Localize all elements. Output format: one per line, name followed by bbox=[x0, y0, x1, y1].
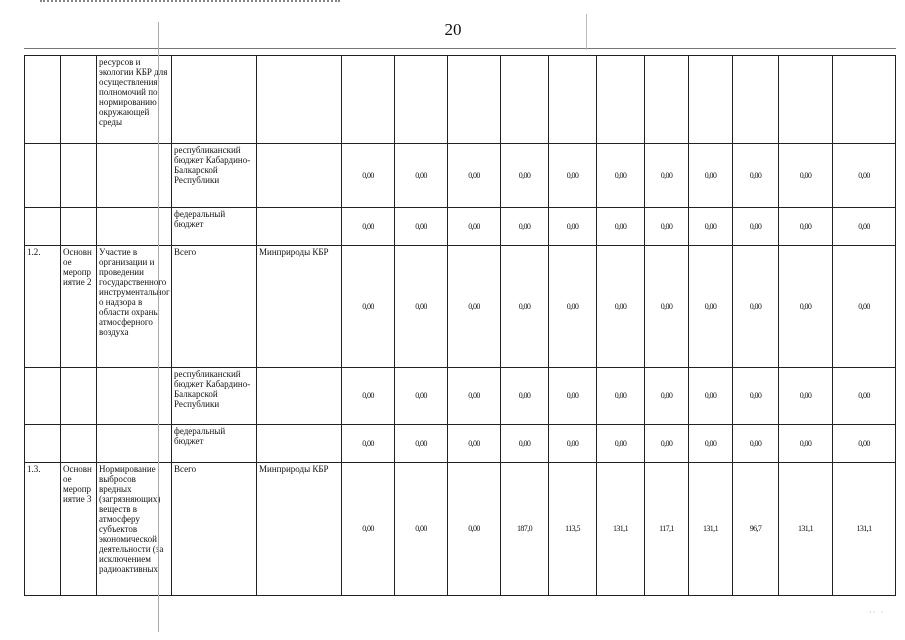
row-funding-source: федеральный бюджет bbox=[172, 425, 257, 463]
scan-artifact-line bbox=[586, 14, 587, 50]
row-value: 131,1 bbox=[833, 463, 896, 596]
row-value bbox=[645, 56, 689, 144]
table-row bbox=[25, 425, 896, 463]
row-value: 0,00 bbox=[395, 463, 448, 596]
row-value bbox=[597, 56, 645, 144]
row-value: 0,00 bbox=[689, 368, 733, 425]
row-value bbox=[689, 56, 733, 144]
row-value: 0,00 bbox=[597, 368, 645, 425]
row-value: 0,00 bbox=[597, 425, 645, 463]
row-code: 1.3. bbox=[25, 463, 61, 596]
row-code bbox=[25, 208, 61, 246]
row-value: 131,1 bbox=[597, 463, 645, 596]
table-row bbox=[25, 208, 896, 246]
row-value: 0,00 bbox=[689, 208, 733, 246]
row-value: 187,0 bbox=[501, 463, 549, 596]
row-value: 0,00 bbox=[779, 368, 833, 425]
row-value: 0,00 bbox=[779, 144, 833, 208]
row-value: 96,7 bbox=[733, 463, 779, 596]
page-number: 20 bbox=[444, 20, 462, 39]
row-value: 0,00 bbox=[395, 208, 448, 246]
row-value: 0,00 bbox=[549, 368, 597, 425]
row-value: 0,00 bbox=[448, 208, 501, 246]
row-funding-source: республиканский бюджет Кабардино-Балкарской Республики bbox=[172, 144, 257, 208]
row-value: 113,5 bbox=[549, 463, 597, 596]
row-value: 0,00 bbox=[395, 368, 448, 425]
row-value: 0,00 bbox=[645, 246, 689, 368]
row-funding-source: федеральный бюджет bbox=[172, 208, 257, 246]
row-value: 0,00 bbox=[833, 425, 896, 463]
row-value: 0,00 bbox=[597, 246, 645, 368]
row-funding-source: Всего bbox=[172, 463, 257, 596]
scan-artifact-line bbox=[158, 22, 159, 632]
row-value bbox=[549, 56, 597, 144]
row-value: 0,00 bbox=[342, 246, 395, 368]
row-value: 0,00 bbox=[501, 246, 549, 368]
row-description bbox=[97, 208, 172, 246]
row-title: Основное мероприятие 2 bbox=[61, 246, 97, 368]
row-executor: Минприроды КБР bbox=[257, 463, 342, 596]
row-value bbox=[779, 56, 833, 144]
row-value: 0,00 bbox=[395, 144, 448, 208]
row-code bbox=[25, 56, 61, 144]
row-description: Нормирование выбросов вредных (загрязняющих) веществ в атмосферу субъектов экономической деятельности (за исключением радиоактивных bbox=[97, 463, 172, 596]
scan-top-marks bbox=[40, 0, 340, 8]
row-value: 0,00 bbox=[597, 144, 645, 208]
row-value: 0,00 bbox=[342, 425, 395, 463]
row-value: 117,1 bbox=[645, 463, 689, 596]
table-row bbox=[25, 463, 896, 596]
table-row bbox=[25, 368, 896, 425]
row-value: 0,00 bbox=[549, 144, 597, 208]
row-value: 0,00 bbox=[549, 425, 597, 463]
row-value: 0,00 bbox=[689, 425, 733, 463]
row-value: 0,00 bbox=[342, 144, 395, 208]
row-title bbox=[61, 425, 97, 463]
row-value: 0,00 bbox=[501, 425, 549, 463]
header-rule bbox=[24, 48, 896, 49]
table-row bbox=[25, 246, 896, 368]
row-funding-source: Всего bbox=[172, 246, 257, 368]
row-value: 0,00 bbox=[395, 246, 448, 368]
row-description bbox=[97, 368, 172, 425]
row-executor: Минприроды КБР bbox=[257, 246, 342, 368]
row-executor bbox=[257, 56, 342, 144]
row-value: 0,00 bbox=[448, 246, 501, 368]
row-value: 0,00 bbox=[342, 463, 395, 596]
row-executor bbox=[257, 144, 342, 208]
row-value: 0,00 bbox=[448, 144, 501, 208]
row-value: 0,00 bbox=[645, 425, 689, 463]
scan-specks: · · · bbox=[869, 610, 883, 616]
table-row bbox=[25, 56, 896, 144]
row-description: ресурсов и экологии КБР для осуществления полномочий по нормированию окружающей среды bbox=[97, 56, 172, 144]
row-code bbox=[25, 368, 61, 425]
row-executor bbox=[257, 425, 342, 463]
table-body bbox=[25, 56, 896, 596]
row-value: 0,00 bbox=[448, 425, 501, 463]
row-value: 131,1 bbox=[689, 463, 733, 596]
row-value: 0,00 bbox=[448, 463, 501, 596]
row-value: 0,00 bbox=[779, 246, 833, 368]
row-executor bbox=[257, 208, 342, 246]
row-value: 0,00 bbox=[733, 425, 779, 463]
row-description bbox=[97, 144, 172, 208]
row-code: 1.2. bbox=[25, 246, 61, 368]
row-value: 0,00 bbox=[689, 144, 733, 208]
row-value: 0,00 bbox=[448, 368, 501, 425]
row-value: 0,00 bbox=[549, 246, 597, 368]
row-value bbox=[501, 56, 549, 144]
row-value: 131,1 bbox=[779, 463, 833, 596]
row-description: Участие в организации и проведении государственного инструментального надзора в области охраны атмосферного воздуха bbox=[97, 246, 172, 368]
row-value: 0,00 bbox=[395, 425, 448, 463]
row-value: 0,00 bbox=[597, 208, 645, 246]
row-title bbox=[61, 368, 97, 425]
row-value: 0,00 bbox=[833, 208, 896, 246]
row-value: 0,00 bbox=[501, 368, 549, 425]
row-value: 0,00 bbox=[342, 208, 395, 246]
row-value: 0,00 bbox=[833, 368, 896, 425]
row-description bbox=[97, 425, 172, 463]
row-value: 0,00 bbox=[645, 144, 689, 208]
row-funding-source: республиканский бюджет Кабардино-Балкарской Республики bbox=[172, 368, 257, 425]
row-value bbox=[342, 56, 395, 144]
row-value: 0,00 bbox=[549, 208, 597, 246]
row-code bbox=[25, 425, 61, 463]
row-value bbox=[733, 56, 779, 144]
row-value: 0,00 bbox=[501, 144, 549, 208]
table-row bbox=[25, 144, 896, 208]
row-value: 0,00 bbox=[645, 368, 689, 425]
row-value: 0,00 bbox=[342, 368, 395, 425]
row-value: 0,00 bbox=[689, 246, 733, 368]
row-value bbox=[833, 56, 896, 144]
row-value: 0,00 bbox=[779, 208, 833, 246]
row-value: 0,00 bbox=[733, 246, 779, 368]
row-value: 0,00 bbox=[733, 208, 779, 246]
row-value bbox=[395, 56, 448, 144]
row-value: 0,00 bbox=[733, 368, 779, 425]
budget-table bbox=[24, 55, 896, 596]
row-value: 0,00 bbox=[733, 144, 779, 208]
row-code bbox=[25, 144, 61, 208]
row-title bbox=[61, 56, 97, 144]
row-value: 0,00 bbox=[779, 425, 833, 463]
row-title bbox=[61, 208, 97, 246]
row-value bbox=[448, 56, 501, 144]
row-value: 0,00 bbox=[501, 208, 549, 246]
row-title: Основное мероприятие 3 bbox=[61, 463, 97, 596]
row-value: 0,00 bbox=[833, 246, 896, 368]
row-funding-source bbox=[172, 56, 257, 144]
row-title bbox=[61, 144, 97, 208]
row-executor bbox=[257, 368, 342, 425]
row-value: 0,00 bbox=[645, 208, 689, 246]
row-value: 0,00 bbox=[833, 144, 896, 208]
